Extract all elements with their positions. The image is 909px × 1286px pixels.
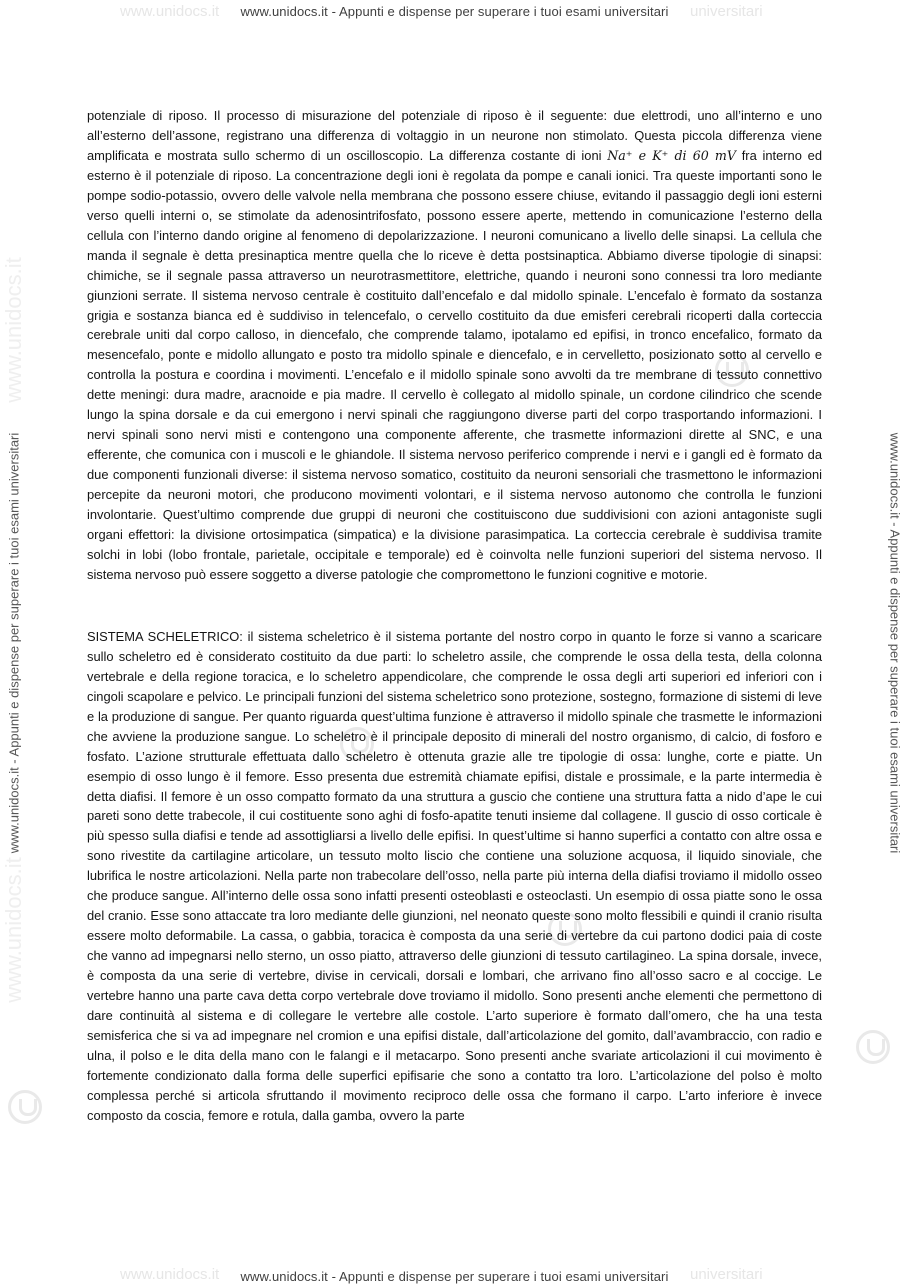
paragraph-nervous-system bbox=[87, 106, 822, 585]
ghost-watermark-top-right: universitari bbox=[690, 3, 763, 20]
ion-formula: Na⁺ e K⁺ di 60 mV bbox=[607, 147, 736, 163]
header-watermark-banner: www.unidocs.it - Appunti e dispense per superare i tuoi esami universitari bbox=[240, 4, 669, 19]
ghost-watermark-top-left: www.unidocs.it bbox=[120, 3, 220, 20]
side-ghost-watermark-upper: www.unidocs.it bbox=[1, 257, 26, 403]
ghost-watermark-bottom-left: www.unidocs.it bbox=[120, 1266, 220, 1283]
watermark-logo-icon bbox=[856, 1030, 890, 1064]
watermark-logo-icon bbox=[8, 1090, 42, 1124]
side-watermark-left: www.unidocs.it - Appunti e dispense per superare i tuoi esami universitari bbox=[6, 432, 22, 854]
paragraph-skeletal-system: SISTEMA SCHELETRICO: il sistema scheletrico è il sistema portante del nostro corpo in quanto le forze si vanno a scaricare sullo scheletro ed è considerato costituito da due parti: lo scheletro assile, che comprende le ossa della testa, della colonna vertebrale e della regione toracica, e lo scheletro appendicolare, che comprende le ossa degli arti superiori ed inferiori con i cingoli scapolare e pelvico. Le principali funzioni del sistema scheletrico sono protezione, sostegno, formazione di sistemi di leve e la produzione di sangue. Per quanto riguarda quest’ultima funzione è attraverso il midollo spinale che trasmette le informazioni che avviene la produzione sangue. Lo scheletro è il principale deposito di minerali del nostro organismo, di calcio, di fosforo e fosfato. L’azione strutturale effettuata dallo scheletro è ottenuta grazie alle tre tipologie di ossa: lunghe, corte e piatte. Un esempio di osso lungo è il femore. Esso presenta due estremità chiamate epifisi, distale e prossimale, e la parte intermedia è detta diafisi. Il femore è un osso compatto formato da una struttura a guscio che contiene una struttura fatta a nido d’ape le cui pareti sono dette trabecole, il cui costituente sono aghi di fosfo-apatite tenuti insieme dal collagene. Il guscio di osso corticale è più spesso sulla diafisi e tende ad assottigliarsi a livello delle epifisi. In quest’ultime si hanno superfici a contatto con altre ossa e sono rivestite da cartilagine articolare, un tessuto molto liscio che contiene una soluzione acquosa, il liquido sinoviale, che lubrifica le nostre articolazioni. Nella parte non trabecolare dell’osso, nella parte più interna della diafisi troviamo il midollo osseo che produce sangue. All’interno delle ossa sono infatti presenti osteoblasti e osteoclasti. Un esempio di ossa piatte sono le ossa del cranio. Esse sono attaccate tra loro mediante delle giunzioni, nel neonato queste sono molto flessibili e quindi il cranio risulta essere molto deformabile. La cassa, o gabbia, toracica è composta da una serie di vertebre da cui partono dodici paia di coste che vanno ad impegnarsi nello sterno, un osso piatto, attraverso delle giunzioni di tessuto cartilagineo. La spina dorsale, invece, è composta da una serie di vertebre, divise in cervicali, dorsali e lombari, che arrivano fino all’osso sacro e al coccige. Le vertebre hanno una parte cava detta corpo vertebrale dove troviamo il midollo. Sono presenti anche elementi che permettono di dare continuità al sistema e di collegare le vertebre alle costole. L’arto superiore è formato dall’omero, che ha una testa semisferica che si va ad impegnare nel cromion e una epifisi distale, dall’articolazione del gomito, dall’avambraccio, con radio e ulna, il polso e le dita della mano con le falangi e il metacarpo. Sono presenti anche svariate articolazioni il cui movimento è fortemente condizionato dalla forma delle superfici epifisarie che sono a contatto tra loro. L’articolazione del polso è molto complessa perché si articola sfruttando il movimento reciproco delle ossa che formano il carpo. L’arto inferiore è invece composto da coscia, femore e rotula, dalla gamba, ovvero la parte bbox=[87, 628, 822, 1123]
document-body bbox=[87, 106, 822, 1126]
side-ghost-watermark-lower: www.unidocs.it bbox=[1, 857, 26, 1003]
paragraph-nervous-system-text-a: potenziale di riposo. Il processo di misurazione del potenziale di riposo è il seguente: due elettrodi, uno all’interno e uno all’esterno dell’assone, registrano una differenza di voltaggio in un neurone non stimolato. Questa piccola differenza viene amplificata e mostrata sullo schermo di un oscilloscopio. La differenza costante di ioni bbox=[87, 108, 822, 163]
ghost-watermark-bottom-right: universitari bbox=[690, 1266, 763, 1283]
side-watermark-right: www.unidocs.it - Appunti e dispense per superare i tuoi esami universitari bbox=[887, 432, 903, 854]
footer-watermark-banner: www.unidocs.it - Appunti e dispense per superare i tuoi esami universitari bbox=[240, 1269, 669, 1284]
paragraph-nervous-system-text-b: fra interno ed esterno è il potenziale di riposo. La concentrazione degli ioni è regolata da pompe e canali ionici. Tra queste importanti sono le pompe sodio-potassio, ovvero delle valvole nella membrana che possono essere chiuse, evitando il passaggio degli ioni esterni verso quelli interni o, se stimolate da adenosintrifosfato, possono essere aperte, mettendo in comunicazione l’esterno della cellula con l’interno dando origine al fenomeno di depolarizzazione. I neuroni comunicano a livello delle sinapsi. La cellula che manda il segnale è detta presinaptica mentre quella che lo riceve è detta postsinaptica. Abbiamo diverse tipologie di sinapsi: chimiche, se il segnale passa attraverso un neurotrasmettitore, elettriche, quando i neuroni sono connessi tra loro mediante giunzioni serrate. Il sistema nervoso centrale è costituito dall’encefalo e dal midollo spinale. L’encefalo è formato da sostanza grigia e sostanza bianca ed è suddiviso in telencefalo, o cervello costituito da due emisferi cerebrali ricoperti dalla corteccia cerebrale uniti dal corpo calloso, in diencefalo, che comprende talamo, ipotalamo ed epifisi, in tronco encefalico, formato da mesencefalo, ponte e midollo allungato e posto tra midollo spinale e diencefalo, e in cervelletto, posizionato sotto al cervello e controlla la postura e coordina i movimenti. L’encefalo e il midollo spinale sono avvolti da tre membrane di tessuto connettivo dette meningi: dura madre, aracnoide e pia madre. Il cervello è collegato al midollo spinale, un cordone cilindrico che scende lungo la spina dorsale e da cui emergono i nervi spinali che raggiungono diverse parti del corpo trasportando informazioni. I nervi spinali sono nervi misti e contengono una componente afferente, che trasmette informazioni dirette al SNC, e una efferente, che comunica con i muscoli e le ghiandole. Il sistema nervoso periferico comprende i nervi e i gangli ed è formato da due componenti funzionali diverse: il sistema nervoso somatico, costituito da neuroni sensoriali che trasmettono le informazioni percepite da neuroni motori, che producono movimenti volontari, e il sistema nervoso autonomo che controlla le funzioni involontarie. Quest’ultimo comprende due gruppi di neuroni che costituiscono due suddivisioni con azioni antagoniste sugli organi effettori: la divisione ortosimpatica (simpatica) e la divisione parasimpatica. La corteccia cerebrale è suddivisa tramite solchi in lobi (lobo frontale, parietale, occipitale e temporale) ed è coinvolta nelle funzioni superiori del sistema nervoso. Il sistema nervoso può essere soggetto a diverse patologie che compromettono le funzioni cognitive e motorie. bbox=[87, 147, 822, 582]
